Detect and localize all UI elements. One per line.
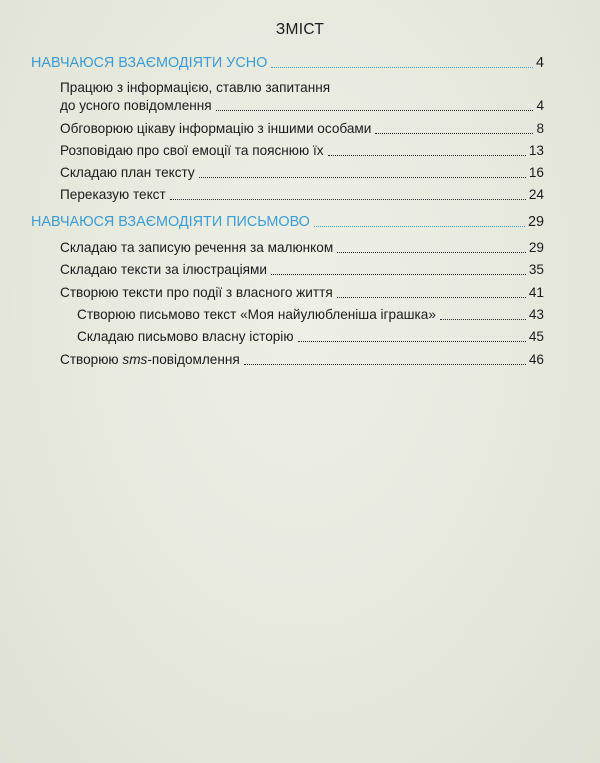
dot-leader	[314, 226, 525, 227]
toc-subentry[interactable]	[77, 329, 544, 345]
dot-leader	[375, 133, 533, 134]
text-italic: sms	[122, 352, 148, 367]
toc-entry[interactable]	[60, 121, 544, 137]
page-number: 43	[528, 307, 544, 322]
toc-entry-text: Створюю тексти про події з власного життя	[60, 285, 333, 300]
toc-entry-text: Складаю тексти за ілюстраціями	[60, 262, 267, 277]
page-number: 35	[528, 262, 544, 277]
toc-entry-text: Переказую текст	[60, 187, 166, 202]
toc-entry-text: Обговорюю цікаву інформацію з іншими особами	[60, 121, 372, 136]
dot-leader	[271, 67, 533, 68]
text-suffix: -повідомлення	[147, 352, 240, 367]
page-number: 24	[528, 187, 544, 202]
page-number: 29	[528, 240, 544, 255]
section-heading-text: НАВЧАЮСЯ ВЗАЄМОДІЯТИ УСНО	[31, 55, 268, 71]
dot-leader	[298, 341, 526, 342]
toc-entry-text: Складаю письмово власну історію	[77, 329, 294, 344]
toc-entry-text: Складаю та записую речення за малюнком	[60, 240, 334, 255]
dot-leader	[271, 274, 526, 275]
page-number: 16	[528, 165, 544, 180]
page-number: 8	[536, 121, 544, 136]
dot-leader	[199, 177, 526, 178]
toc-entry-text	[60, 352, 240, 368]
page-number: 29	[527, 214, 544, 230]
toc-entry-text: Розповідаю про свої емоції та пояснюю їх	[60, 143, 324, 158]
dot-leader	[337, 252, 526, 253]
dot-leader	[170, 199, 526, 200]
toc-entry[interactable]	[60, 143, 544, 159]
dot-leader	[440, 319, 526, 320]
page-number: 4	[536, 98, 544, 113]
dot-leader	[328, 155, 526, 156]
page-number: 46	[528, 352, 544, 367]
toc-section-heading[interactable]	[31, 55, 544, 71]
toc-section-heading[interactable]	[31, 214, 544, 230]
dot-leader	[337, 297, 526, 298]
page-number: 4	[535, 55, 544, 71]
toc-entry-text: Складаю план тексту	[60, 165, 195, 180]
dot-leader	[244, 364, 526, 365]
toc-entry[interactable]	[60, 352, 544, 368]
toc-entry-line-1[interactable]: Працюю з інформацією, ставлю запитання	[60, 80, 331, 95]
page-number: 45	[528, 329, 544, 344]
toc-subentry[interactable]	[77, 307, 544, 323]
page-title: ЗМІСТ	[275, 21, 325, 38]
toc-entry[interactable]	[60, 240, 544, 256]
toc-entry[interactable]	[60, 98, 544, 114]
section-heading-text: НАВЧАЮСЯ ВЗАЄМОДІЯТИ ПИСЬМОВО	[31, 214, 310, 230]
toc-entry[interactable]	[60, 262, 544, 278]
toc-entry-line-2: до усного повідомлення	[60, 98, 212, 113]
dot-leader	[216, 110, 534, 111]
text-prefix: Створюю	[60, 352, 123, 367]
page-number: 13	[528, 143, 544, 158]
toc-entry[interactable]	[60, 165, 544, 181]
toc-entry-text: Створюю письмово текст «Моя найулюбленіша іграшка»	[77, 307, 436, 322]
toc-entry[interactable]	[60, 187, 544, 203]
toc-entry[interactable]	[60, 285, 544, 301]
page-number: 41	[528, 285, 544, 300]
